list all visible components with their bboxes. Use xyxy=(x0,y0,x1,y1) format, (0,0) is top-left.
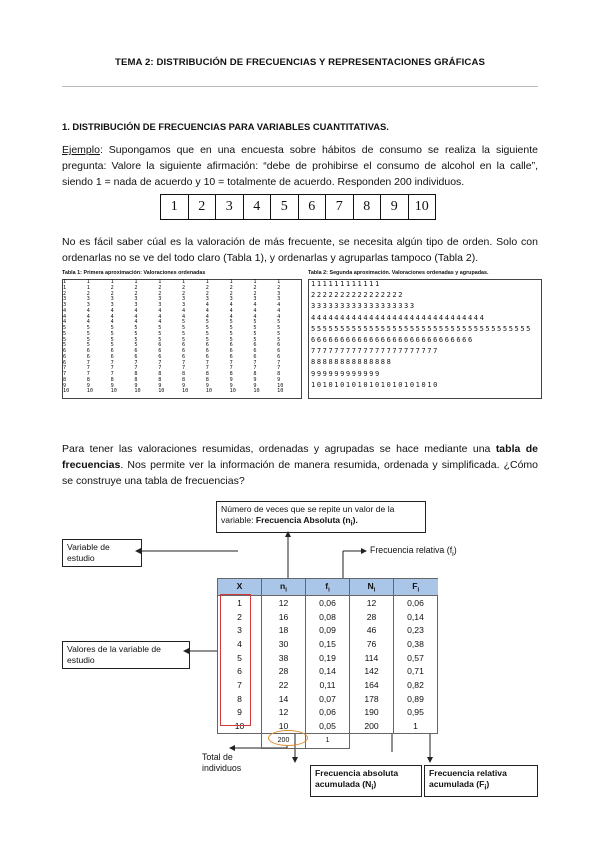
freq-cell: 0,19 xyxy=(306,651,350,665)
paragraph-frequency-table: Para tener las valoraciones resumidas, ordenadas y agrupadas se hace mediante una tabla de frecuencias. Nos permite ver la información de manera resumida, ordenada y simplificada. ¿Cómo se construye una tabla de frecuencias? xyxy=(62,443,538,487)
table1-cell: 7 xyxy=(277,365,281,372)
table1-cell: 2 xyxy=(63,290,67,297)
table1-cell: 7 xyxy=(253,365,257,372)
values-highlight xyxy=(220,594,251,726)
freq-cell: 190 xyxy=(350,706,394,720)
table1-cell: 9 xyxy=(229,376,233,383)
table1-cell: 3 xyxy=(86,296,90,303)
table1-cell: 6 xyxy=(205,353,209,360)
table1-cell: 2 xyxy=(181,290,186,297)
table1-cell: 5 xyxy=(134,325,138,331)
table1-cell: 8 xyxy=(134,376,138,383)
table1-cell: 6 xyxy=(134,353,138,360)
table1-cell: 7 xyxy=(63,365,67,372)
freq-cell: 0,15 xyxy=(306,637,350,651)
table1-cell: 3 xyxy=(181,296,186,303)
table1-cell: 5 xyxy=(253,330,257,337)
freq-cell: 0,14 xyxy=(394,610,438,624)
table1-cell: 7 xyxy=(181,359,186,366)
scale-cell: 10 xyxy=(408,195,436,219)
table1-cell: 2 xyxy=(110,284,114,291)
table1-cell: 10 xyxy=(277,382,284,389)
table1-cell: 8 xyxy=(205,371,209,377)
table1-cell: 9 xyxy=(229,382,233,389)
table1-cell: 4 xyxy=(86,307,90,314)
table1-cell: 3 xyxy=(229,296,233,303)
table1-cell: 5 xyxy=(277,336,281,343)
table1-cell: 8 xyxy=(63,376,67,383)
table1-cell: 6 xyxy=(205,348,209,354)
freq-cell: 12 xyxy=(262,706,306,720)
freq-cell: 8 xyxy=(218,692,262,706)
table1-cell: 5 xyxy=(181,336,186,343)
table1-cell: 1 xyxy=(63,284,67,291)
table1-cell: 5 xyxy=(158,325,162,331)
table1-cell: 4 xyxy=(110,319,114,326)
freq-cell: 28 xyxy=(350,610,394,624)
table1-cell: 3 xyxy=(158,296,162,303)
freq-header: $F_i$ xyxy=(394,579,438,596)
table1-cell: 4 xyxy=(134,319,138,326)
freq-cell: 12 xyxy=(350,596,394,610)
table1-cell: 5 xyxy=(229,336,233,343)
table1-cell: 6 xyxy=(253,348,257,354)
table1-cell: 6 xyxy=(253,353,257,360)
table1-cell: 5 xyxy=(253,325,257,331)
freq-cell: 0,06 xyxy=(394,596,438,610)
freq-cell: 0,95 xyxy=(394,706,438,720)
table2-row: 6666666666666666666666666666 xyxy=(311,335,474,344)
table1-cell: 7 xyxy=(158,359,162,366)
table1-cell: 10 xyxy=(158,388,165,395)
table1-cell: 6 xyxy=(253,342,257,349)
freq-cell: 76 xyxy=(350,637,394,651)
freq-cell: 0,38 xyxy=(394,637,438,651)
table1-cell: 2 xyxy=(158,290,162,297)
page-title: TEMA 2: DISTRIBUCIÓN DE FRECUENCIAS Y REPRESENTACIONES GRÁFICAS xyxy=(114,57,485,68)
table1-cell: 4 xyxy=(134,307,138,314)
table1-cell: 8 xyxy=(110,376,114,383)
table1-cell: 1 xyxy=(63,279,67,285)
freq-cell: 178 xyxy=(350,692,394,706)
table1-cell: 10 xyxy=(205,388,213,395)
table1-cell: 8 xyxy=(205,376,209,383)
table1-cell: 8 xyxy=(253,371,257,377)
table1-cell: 4 xyxy=(134,313,138,320)
freq-cell: 0,11 xyxy=(306,678,350,692)
table1-cell: 4 xyxy=(205,313,209,320)
table1-cell: 2 xyxy=(229,284,233,291)
table1-cell: 7 xyxy=(110,371,114,377)
freq-cell: 6 xyxy=(218,664,262,678)
table1-cell: 2 xyxy=(229,290,233,297)
table1-cell: 10 xyxy=(86,388,94,395)
table2-row: 88888888888888 xyxy=(311,358,393,367)
paragraph-order: No es fácil saber cúal es la valoración de más frecuente, se necesita algún tipo de orden. Solo con ordenarlas no se ve del todo claro (Tabla 1), y ordenarlas y agruparlas tampoco (Tabla 2). xyxy=(62,236,538,264)
table1-cell: 4 xyxy=(110,307,114,314)
table1-cell: 5 xyxy=(134,342,138,349)
freq-cell: 3 xyxy=(218,623,262,637)
table2-caption: Tabla 2: Segunda aproximación. Valoraciones ordenadas y agrupadas. xyxy=(308,270,489,276)
freq-cell: 0,09 xyxy=(306,623,350,637)
freq-cell: 164 xyxy=(350,678,394,692)
freq-cell: 0,14 xyxy=(306,664,350,678)
table1-cell: 6 xyxy=(158,353,162,360)
table1-cell: 8 xyxy=(181,376,186,383)
freq-cell: 114 xyxy=(350,651,394,665)
table1-cell: 5 xyxy=(63,336,67,343)
freq-cell: 9 xyxy=(218,706,262,720)
table1-cell: 3 xyxy=(134,302,138,308)
table1-cell: 7 xyxy=(110,365,114,372)
table1-cell: 5 xyxy=(277,319,281,326)
table1-cell: 5 xyxy=(63,330,67,337)
table1-cell: 3 xyxy=(63,302,67,308)
table1-cell: 7 xyxy=(229,365,233,372)
table1-cell: 8 xyxy=(158,376,162,383)
table1-cell: 9 xyxy=(205,382,209,389)
table1-cell: 9 xyxy=(86,382,90,389)
table1-cell: 5 xyxy=(205,336,209,343)
section-heading: 1. DISTRIBUCIÓN DE FRECUENCIAS PARA VARIABLES CUANTITATIVAS. xyxy=(62,121,389,132)
freq-cell: 1 xyxy=(218,596,262,610)
scale-cell: 8 xyxy=(353,195,381,219)
table1-cell: 7 xyxy=(134,359,138,366)
table1-cell: 5 xyxy=(205,319,209,326)
table1-cell: 5 xyxy=(181,325,186,331)
table1-cell: 4 xyxy=(253,302,257,308)
table1-cell: 2 xyxy=(277,284,281,291)
table1-cell: 2 xyxy=(181,284,186,291)
table1-cell: 5 xyxy=(110,330,114,337)
table2-row: 999999999999 xyxy=(311,369,381,378)
freq-cell: 0,06 xyxy=(306,596,350,610)
freq-cell: 10 xyxy=(262,719,306,733)
freq-cell: 0,71 xyxy=(394,664,438,678)
callout-cumulative-relative: Frecuencia relativa acumulada $(F_i)$ xyxy=(424,765,538,797)
table1-cell: 5 xyxy=(253,336,257,343)
table1-cell: 9 xyxy=(181,382,186,389)
callout-variable-values: Valores de la variable de estudio xyxy=(62,641,190,669)
table1-cell: 8 xyxy=(229,371,233,377)
table1-cell: 2 xyxy=(253,290,257,297)
table1-cell: 1 xyxy=(158,279,162,285)
callout-total-individuals: Total de individuos xyxy=(202,752,242,773)
table1-cell: 9 xyxy=(63,382,67,389)
freq-cell: 0,07 xyxy=(306,692,350,706)
table1-cell: 2 xyxy=(134,284,138,291)
total-ni: 200 xyxy=(262,733,306,748)
table1-cell: 9 xyxy=(158,382,162,389)
scale-cell: 1 xyxy=(170,199,178,214)
freq-cell: 0,05 xyxy=(306,719,350,733)
table1-cell: 3 xyxy=(277,290,281,297)
table1-cell: 6 xyxy=(110,353,114,360)
table1-cell: 2 xyxy=(86,290,90,297)
table1-cell: 5 xyxy=(86,342,90,349)
freq-cell: 38 xyxy=(262,651,306,665)
table1-cell: 6 xyxy=(181,342,186,349)
table1-cell: 8 xyxy=(181,371,186,377)
table1-cell: 7 xyxy=(181,365,186,372)
table1-cell: 10 xyxy=(181,388,189,395)
table1-cell: 7 xyxy=(86,365,90,372)
callout-cumulative-absolute: Frecuencia absoluta acumulada $(N_i)$ xyxy=(310,765,422,797)
table1-cell: 4 xyxy=(110,313,114,320)
table1-cell: 5 xyxy=(110,342,114,349)
freq-cell: 14 xyxy=(262,692,306,706)
table1-cell: 5 xyxy=(277,325,281,331)
table1-cell: 5 xyxy=(181,330,186,337)
table1-cell: 8 xyxy=(134,371,138,377)
freq-cell: 200 xyxy=(350,719,394,733)
table1-cell: 7 xyxy=(205,365,209,372)
table1-cell: 1 xyxy=(86,284,90,291)
freq-cell: 0,23 xyxy=(394,623,438,637)
table1-cell: 6 xyxy=(158,348,162,354)
table1-cell: 10 xyxy=(134,388,141,395)
freq-cell: 10 xyxy=(218,719,262,733)
table1-cell: 10 xyxy=(253,388,260,395)
table1-cell: 7 xyxy=(253,359,257,366)
table1-cell: 8 xyxy=(86,376,90,383)
table1-cell: 2 xyxy=(110,290,114,297)
freq-cell: 16 xyxy=(262,610,306,624)
table1-cell: 9 xyxy=(134,382,138,389)
freq-header: $n_i$ xyxy=(262,579,306,596)
table1-cell: 4 xyxy=(86,319,90,326)
table1-cell: 5 xyxy=(110,325,114,331)
table1-cell: 3 xyxy=(181,302,186,308)
table1-cell: 1 xyxy=(205,279,209,285)
table1-cell: 4 xyxy=(277,313,281,320)
table1-cell: 1 xyxy=(229,279,233,285)
scale-cell: 3 xyxy=(215,195,243,219)
table1-cell: 5 xyxy=(277,330,281,337)
table1-cell: 7 xyxy=(229,359,233,366)
table2-row: 444444444444444444444444444444 xyxy=(311,313,486,322)
table1-cell: 5 xyxy=(205,330,209,337)
table1-cell: 9 xyxy=(253,382,257,389)
table1-cell: 5 xyxy=(229,319,233,326)
scale-cell: 9 xyxy=(380,195,408,219)
table1-cell: 1 xyxy=(134,279,138,285)
table1-cell: 6 xyxy=(86,348,90,354)
table1-cell: 5 xyxy=(110,336,114,343)
table1-cell: 3 xyxy=(158,302,162,308)
table1-cell: 5 xyxy=(86,330,90,337)
table1-cell: 1 xyxy=(86,279,90,285)
table1-cell: 3 xyxy=(277,296,281,303)
freq-cell: 22 xyxy=(262,678,306,692)
table1-cell: 5 xyxy=(63,325,67,331)
freq-header: $f_i$ xyxy=(306,579,350,596)
table1-cell: 3 xyxy=(86,302,90,308)
table1-cell: 5 xyxy=(181,319,186,326)
table1-cell: 6 xyxy=(158,342,162,349)
freq-cell: 28 xyxy=(262,664,306,678)
scale-cell: 6 xyxy=(298,195,326,219)
table1-cell: 6 xyxy=(63,348,67,354)
scale-cell: 2 xyxy=(188,195,216,219)
table1-cell: 7 xyxy=(110,359,114,366)
table1-cell: 1 xyxy=(253,279,257,285)
table2-row: 111111111111 xyxy=(311,280,381,288)
table1-cell: 4 xyxy=(277,302,281,308)
scale-cell: 7 xyxy=(325,195,353,219)
table1-cell: 4 xyxy=(229,302,233,308)
callout-absolute-frequency: Número de veces que se repite un valor de la variable: Frecuencia Absoluta $(n_i)$. xyxy=(216,501,426,533)
table1-cell: 5 xyxy=(158,330,162,337)
freq-cell: 142 xyxy=(350,664,394,678)
table1-cell: 4 xyxy=(229,313,233,320)
table1-cell: 6 xyxy=(181,348,186,354)
table1-cell: 9 xyxy=(277,376,281,383)
freq-header: $N_i$ xyxy=(350,579,394,596)
table1-cell: 3 xyxy=(134,296,138,303)
table1-cell: 2 xyxy=(205,284,209,291)
table1-cell: 5 xyxy=(63,342,67,349)
freq-cell: 7 xyxy=(218,678,262,692)
table1-cell: 8 xyxy=(158,371,162,377)
table1-caption: Tabla 1: Primera aproximación: Valoraciones ordenadas xyxy=(62,270,206,276)
table1-cell: 5 xyxy=(86,336,90,343)
table1-cell: 7 xyxy=(158,365,162,372)
table1-cell: 4 xyxy=(253,307,257,314)
table1-cell: 5 xyxy=(253,319,257,326)
table1-cell: 4 xyxy=(63,319,67,326)
freq-cell: 0,57 xyxy=(394,651,438,665)
total-fi: 1 xyxy=(306,733,350,748)
table1-cell: 7 xyxy=(134,365,138,372)
table1-cell: 6 xyxy=(181,353,186,360)
freq-cell: 4 xyxy=(218,637,262,651)
table1-cell: 6 xyxy=(63,353,67,360)
table1-cell: 8 xyxy=(277,371,281,377)
table1-cell: 5 xyxy=(134,330,138,337)
table1-cell: 3 xyxy=(63,296,67,303)
table1-cell: 4 xyxy=(229,307,233,314)
table1-cell: 6 xyxy=(277,342,281,349)
freq-cell: 30 xyxy=(262,637,306,651)
table1-cell: 6 xyxy=(86,353,90,360)
freq-cell: 0,06 xyxy=(306,706,350,720)
table1-cell: 7 xyxy=(86,371,90,377)
table1-cell: 7 xyxy=(86,359,90,366)
table1-cell: 10 xyxy=(277,388,284,395)
freq-cell: 18 xyxy=(262,623,306,637)
scale-cell: 4 xyxy=(243,195,271,219)
callout-variable: Variable de estudio xyxy=(62,539,142,567)
table1-cell: 3 xyxy=(110,296,114,303)
example-text: : Supongamos que en una encuesta sobre hábitos de consumo se realiza la siguiente pregunta: Valore la siguiente afirmación: “debe de prohibirse el consumo de alcohol en la calle”, siendo 1 = nada de acuerdo y 10 = totalmente de acuerdo. Responden 200 individuos. xyxy=(62,144,538,188)
table1-cell: 2 xyxy=(134,290,138,297)
table1-cell: 10 xyxy=(63,388,70,395)
table1-cell: 4 xyxy=(181,307,186,314)
table1-cell: 6 xyxy=(134,348,138,354)
total-highlight xyxy=(268,730,308,746)
table1-cell: 4 xyxy=(86,313,90,320)
table1-cell: 2 xyxy=(253,284,257,291)
table1-cell: 3 xyxy=(110,302,114,308)
table1-cell: 4 xyxy=(205,302,209,308)
table1-cell: 6 xyxy=(63,359,67,366)
table2-row: 2222222222222222 xyxy=(311,291,405,300)
table1-cell: 4 xyxy=(158,319,162,326)
table1-cell: 7 xyxy=(205,359,209,366)
table1-cell: 6 xyxy=(110,348,114,354)
table1-cell: 6 xyxy=(205,342,209,349)
table1-cell: 3 xyxy=(205,296,209,303)
freq-cell: 0,08 xyxy=(306,610,350,624)
scale-cell: 5 xyxy=(270,195,298,219)
table2-row: 7777777777777777777777 xyxy=(311,347,439,356)
table1-cell: 5 xyxy=(205,325,209,331)
table2-row: 1010101010101010101010 xyxy=(311,380,439,389)
table1-cell: 5 xyxy=(134,336,138,343)
table1-cell: 4 xyxy=(63,307,67,314)
table1-cell: 1 xyxy=(110,279,114,285)
freq-cell: 5 xyxy=(218,651,262,665)
freq-cell: 0,89 xyxy=(394,692,438,706)
table1-cell: 5 xyxy=(229,325,233,331)
table1-cell: 5 xyxy=(158,336,162,343)
table1-cell: 9 xyxy=(253,376,257,383)
table1-cell: 2 xyxy=(205,290,209,297)
table1-cell: 4 xyxy=(277,307,281,314)
freq-header: X xyxy=(218,579,262,596)
table2-row: 333333333333333333 xyxy=(311,302,416,311)
table1-cell: 3 xyxy=(253,296,257,303)
table1-cell: 6 xyxy=(229,353,233,360)
table1-cell: 4 xyxy=(63,313,67,320)
freq-cell: 12 xyxy=(262,596,306,610)
table1-cell: 5 xyxy=(86,325,90,331)
freq-cell: 46 xyxy=(350,623,394,637)
table1-cell: 5 xyxy=(229,330,233,337)
table1-cell: 4 xyxy=(158,307,162,314)
bold-term: tabla de frecuencias xyxy=(62,443,538,471)
example-label: Ejemplo xyxy=(62,144,100,156)
freq-cell: 2 xyxy=(218,610,262,624)
table1-cell: 9 xyxy=(110,382,114,389)
table1-cell: 1 xyxy=(181,279,186,285)
table1-cell: 7 xyxy=(63,371,67,377)
callout-relative-frequency: Frecuencia relativa $(f_i)$ xyxy=(370,545,457,558)
table1-cell: 4 xyxy=(253,313,257,320)
table1-cell: 6 xyxy=(277,353,281,360)
table1-cell: 10 xyxy=(229,388,236,395)
freq-cell: 1 xyxy=(394,719,438,733)
table1-cell: 4 xyxy=(181,313,186,320)
table1-cell: 7 xyxy=(277,359,281,366)
table1-cell: 10 xyxy=(110,388,117,395)
table1-cell: 4 xyxy=(158,313,162,320)
table1-cell: 4 xyxy=(205,307,209,314)
table1-cell: 6 xyxy=(277,348,281,354)
table1-cell: 6 xyxy=(229,342,233,349)
table1-cell: 6 xyxy=(229,348,233,354)
table1-cell: 1 xyxy=(277,279,281,285)
freq-cell: 0,82 xyxy=(394,678,438,692)
table1-cell: 2 xyxy=(158,284,162,291)
table2-row: 55555555555555555555555555555555555555 xyxy=(311,324,532,333)
